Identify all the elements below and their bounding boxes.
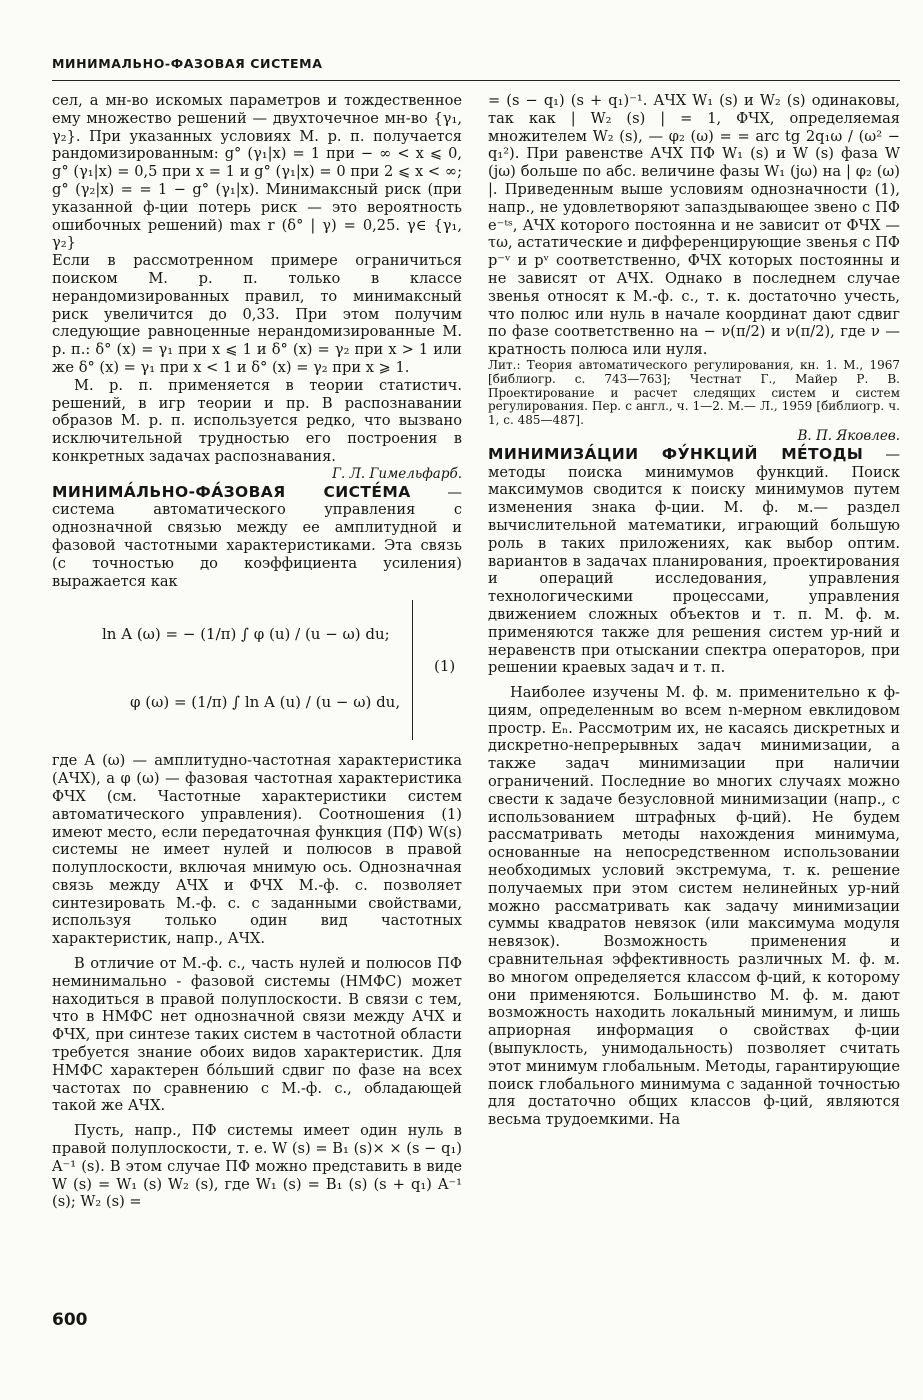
entry-text: — методы поиска минимумов функций. Поиск максимумов сводится к поиску минимумов путем изменения знака ф-ции. М. ф. м.— раздел вычислительной математики, играющий большую роль в таких приложениях, как выбор оптим. вариантов в задачах планирования, проектирования и операций исследования, управления технологическими процессами, управления движением сложных объектов и т. п. М. ф. м. применяются также для решения систем ур-ний и неравенств при отыскании спектра операторов, при решении краевых задач и т. п.	[488, 445, 900, 677]
formula-line: ln A (ω) = − (1/π) ∫ φ (u) / (u − ω) du;	[102, 625, 390, 644]
spacer	[52, 948, 462, 955]
paragraph: Наиболее изучены М. ф. м. применительно к ф-циям, определенным во всем n-мерном евклидовом простр. Eₙ. Рассмотрим их, не касаясь дискретных и дискретно-непрерывных задач минимизации, а также задач минимизации при наличии ограничений. Последние во многих случаях можно свести к задаче безусловной минимизации (напр., с использованием штрафных ф-ций). Не будем рассматривать методы нахождения минимума, основанные на непосредственном использовании необходимых условий экстремума, т. к. решение получаемых при этом систем нелинейных ур-ний можно рассматривать как задачу минимизации суммы квадратов невязок (или максимума модуля невязок). Возможность применения и сравнительная эффективность различных М. ф. м. во многом определяется классом ф-ций, к которому они применяются. Большинство М. ф. м. дают возможность находить локальный минимум, и лишь априорная информация о свойствах ф-ции (выпуклость, унимодальность) позволяет считать этот минимум глобальным. Методы, гарантирующие поиск глобального минимума с заданной точностью для достаточно общих классов ф-ций, являются весьма трудоемкими. На	[488, 684, 900, 1129]
running-head: МИНИМАЛЬНО-ФАЗОВАЯ СИСТЕМА	[52, 56, 323, 71]
literature: Лит.: Теория автоматического регулирования, кн. 1. М., 1967 [библиогр. с. 743—763]; Честнат Г., Майер Р. В. Проектирование и расчет следящих систем и систем регулирования. Пер. с англ., ч. 1—2. М.— Л., 1959 [библиогр. ч. 1, с. 485—487].	[488, 357, 900, 428]
entry-text: — система автоматического управления с однозначной связью между ее амплитудной и фазовой частотными характеристиками. Эта связь (с точностью до коэффициента усиления) выражается как	[52, 483, 463, 590]
author-signature: В. П. Яковлев.	[797, 427, 900, 444]
paragraph: где A (ω) — амплитудно-частотная характеристика (АЧХ), а φ (ω) — фазовая частотная характеристика ФЧХ (см. Частотные характеристики систем автоматического управления). Соотношения (1) имеют место, если передаточная функция (ПФ) W(s) системы не имеет нулей и полюсов в правой полуплоскости, включая мнимую ось. Однозначная связь между АЧХ и ФЧХ М.-ф. с. позволяет синтезировать М.-ф. с. с заданными свойствами, используя только один вид частотных характеристик, напр., АЧХ.	[52, 752, 462, 948]
page-number: 600	[52, 1310, 88, 1330]
left-column	[52, 92, 462, 1211]
entry-paragraph	[52, 484, 462, 591]
formula-block	[52, 596, 462, 744]
entry-paragraph	[488, 446, 900, 677]
formula-line: φ (ω) = (1/π) ∫ ln A (u) / (u − ω) du,	[130, 693, 401, 712]
paragraph: В отличие от М.-ф. с., часть нулей и полюсов ПФ неминимально - фазовой системы (НМФС) может находиться в правой полуплоскости. В связи с тем, что в НМФС нет однозначной связи между АЧХ и ФЧХ, при синтезе таких систем в частотной области требуется знание обоих видов характеристик. Для НМФС характерен бо́льший сдвиг по фазе на всех частотах по сравнению с М.-ф. с., обладающей такой же АЧХ.	[52, 955, 462, 1115]
entry-title: МИНИМИЗА́ЦИИ ФУ́НКЦИЙ МЕ́ТОДЫ	[488, 444, 864, 463]
paragraph: Пусть, напр., ПФ системы имеет один нуль в правой полуплоскости, т. е. W (s) = B₁ (s)× × (s − q₁) A⁻¹ (s). В этом случае ПФ можно представить в виде W (s) = W₁ (s) W₂ (s), где W₁ (s) = B₁ (s) (s + q₁) A⁻¹ (s); W₂ (s) =	[52, 1122, 462, 1211]
spacer	[52, 1115, 462, 1122]
spacer	[488, 677, 900, 684]
paragraph: = (s − q₁) (s + q₁)⁻¹. АЧХ W₁ (s) и W₂ (s) одинаковы, так как | W₂ (s) | = 1, ФЧХ, определяемая множителем W₂ (s), — φ₂ (ω) = = arc tg 2q₁ω / (ω² − q₁²). При равенстве АЧХ ПФ W₁ (s) и W (s) фаза W (jω) больше по абс. величине фазы W₁ (jω) на | φ₂ (ω) |. Приведенным выше условиям однозначности (1), напр., не удовлетворяют запаздывающее звено с ПФ e⁻ᵗˢ, АЧХ которого постоянна и не зависит от ФЧХ — τω, астатические и дифференцирующие звенья с ПФ p⁻ᵛ и pᵛ соответственно, ФЧХ которых постоянны и не зависят от АЧХ. Однако в последнем случае звенья относят к М.-ф. с., т. к. достаточно учесть, что полюс или нуль в начале координат дают сдвиг по фазе соответственно на − ν(π/2) и ν(π/2), где ν — кратность полюса или нуля.	[488, 92, 900, 359]
equation-number: (1)	[434, 657, 456, 676]
entry-title: МИНИМА́ЛЬНО-ФА́ЗОВАЯ СИСТЕ́МА	[52, 482, 411, 501]
right-column	[488, 92, 900, 1129]
header-rule	[52, 80, 900, 81]
paragraph: Если в рассмотренном примере ограничиться поиском М. р. п. только в классе нерандомизированных правил, то минимаксный риск увеличится до 0,33. При этом получим следующие равноценные нерандомизированные М. р. п.: δ° (x) = γ₁ при x ⩽ 1 и δ° (x) = γ₂ при x > 1 или же δ° (x) = γ₁ при x < 1 и δ° (x) = γ₂ при x ⩾ 1.	[52, 252, 462, 376]
paragraph: сел, а мн-во искомых параметров и тождественное ему множество решений — двухточечное мн-во {γ₁, γ₂}. При указанных условиях М. р. п. получается рандомизированным: g° (γ₁|x) = 1 при − ∞ < x ⩽ 0, g° (γ₁|x) = 0,5 при x = 1 и g° (γ₁|x) = 0 при 2 ⩽ x < ∞; g° (γ₂|x) = = 1 − g° (γ₁|x). Минимаксный риск (при указанной ф-ции потерь риск — это вероятность ошибочных решений) max r (δ° | γ) = 0,25. γ∈ {γ₁, γ₂}	[52, 92, 462, 252]
formula-brace	[404, 600, 413, 740]
author-signature: Г. Л. Гимельфарб.	[332, 465, 462, 482]
paragraph: М. р. п. применяется в теории статистич. решений, в игр теории и пр. В распознавании образов М. р. п. используется редко, что вызвано исключительной трудностью его построения в конкретных задачах распознавания.	[52, 376, 462, 465]
